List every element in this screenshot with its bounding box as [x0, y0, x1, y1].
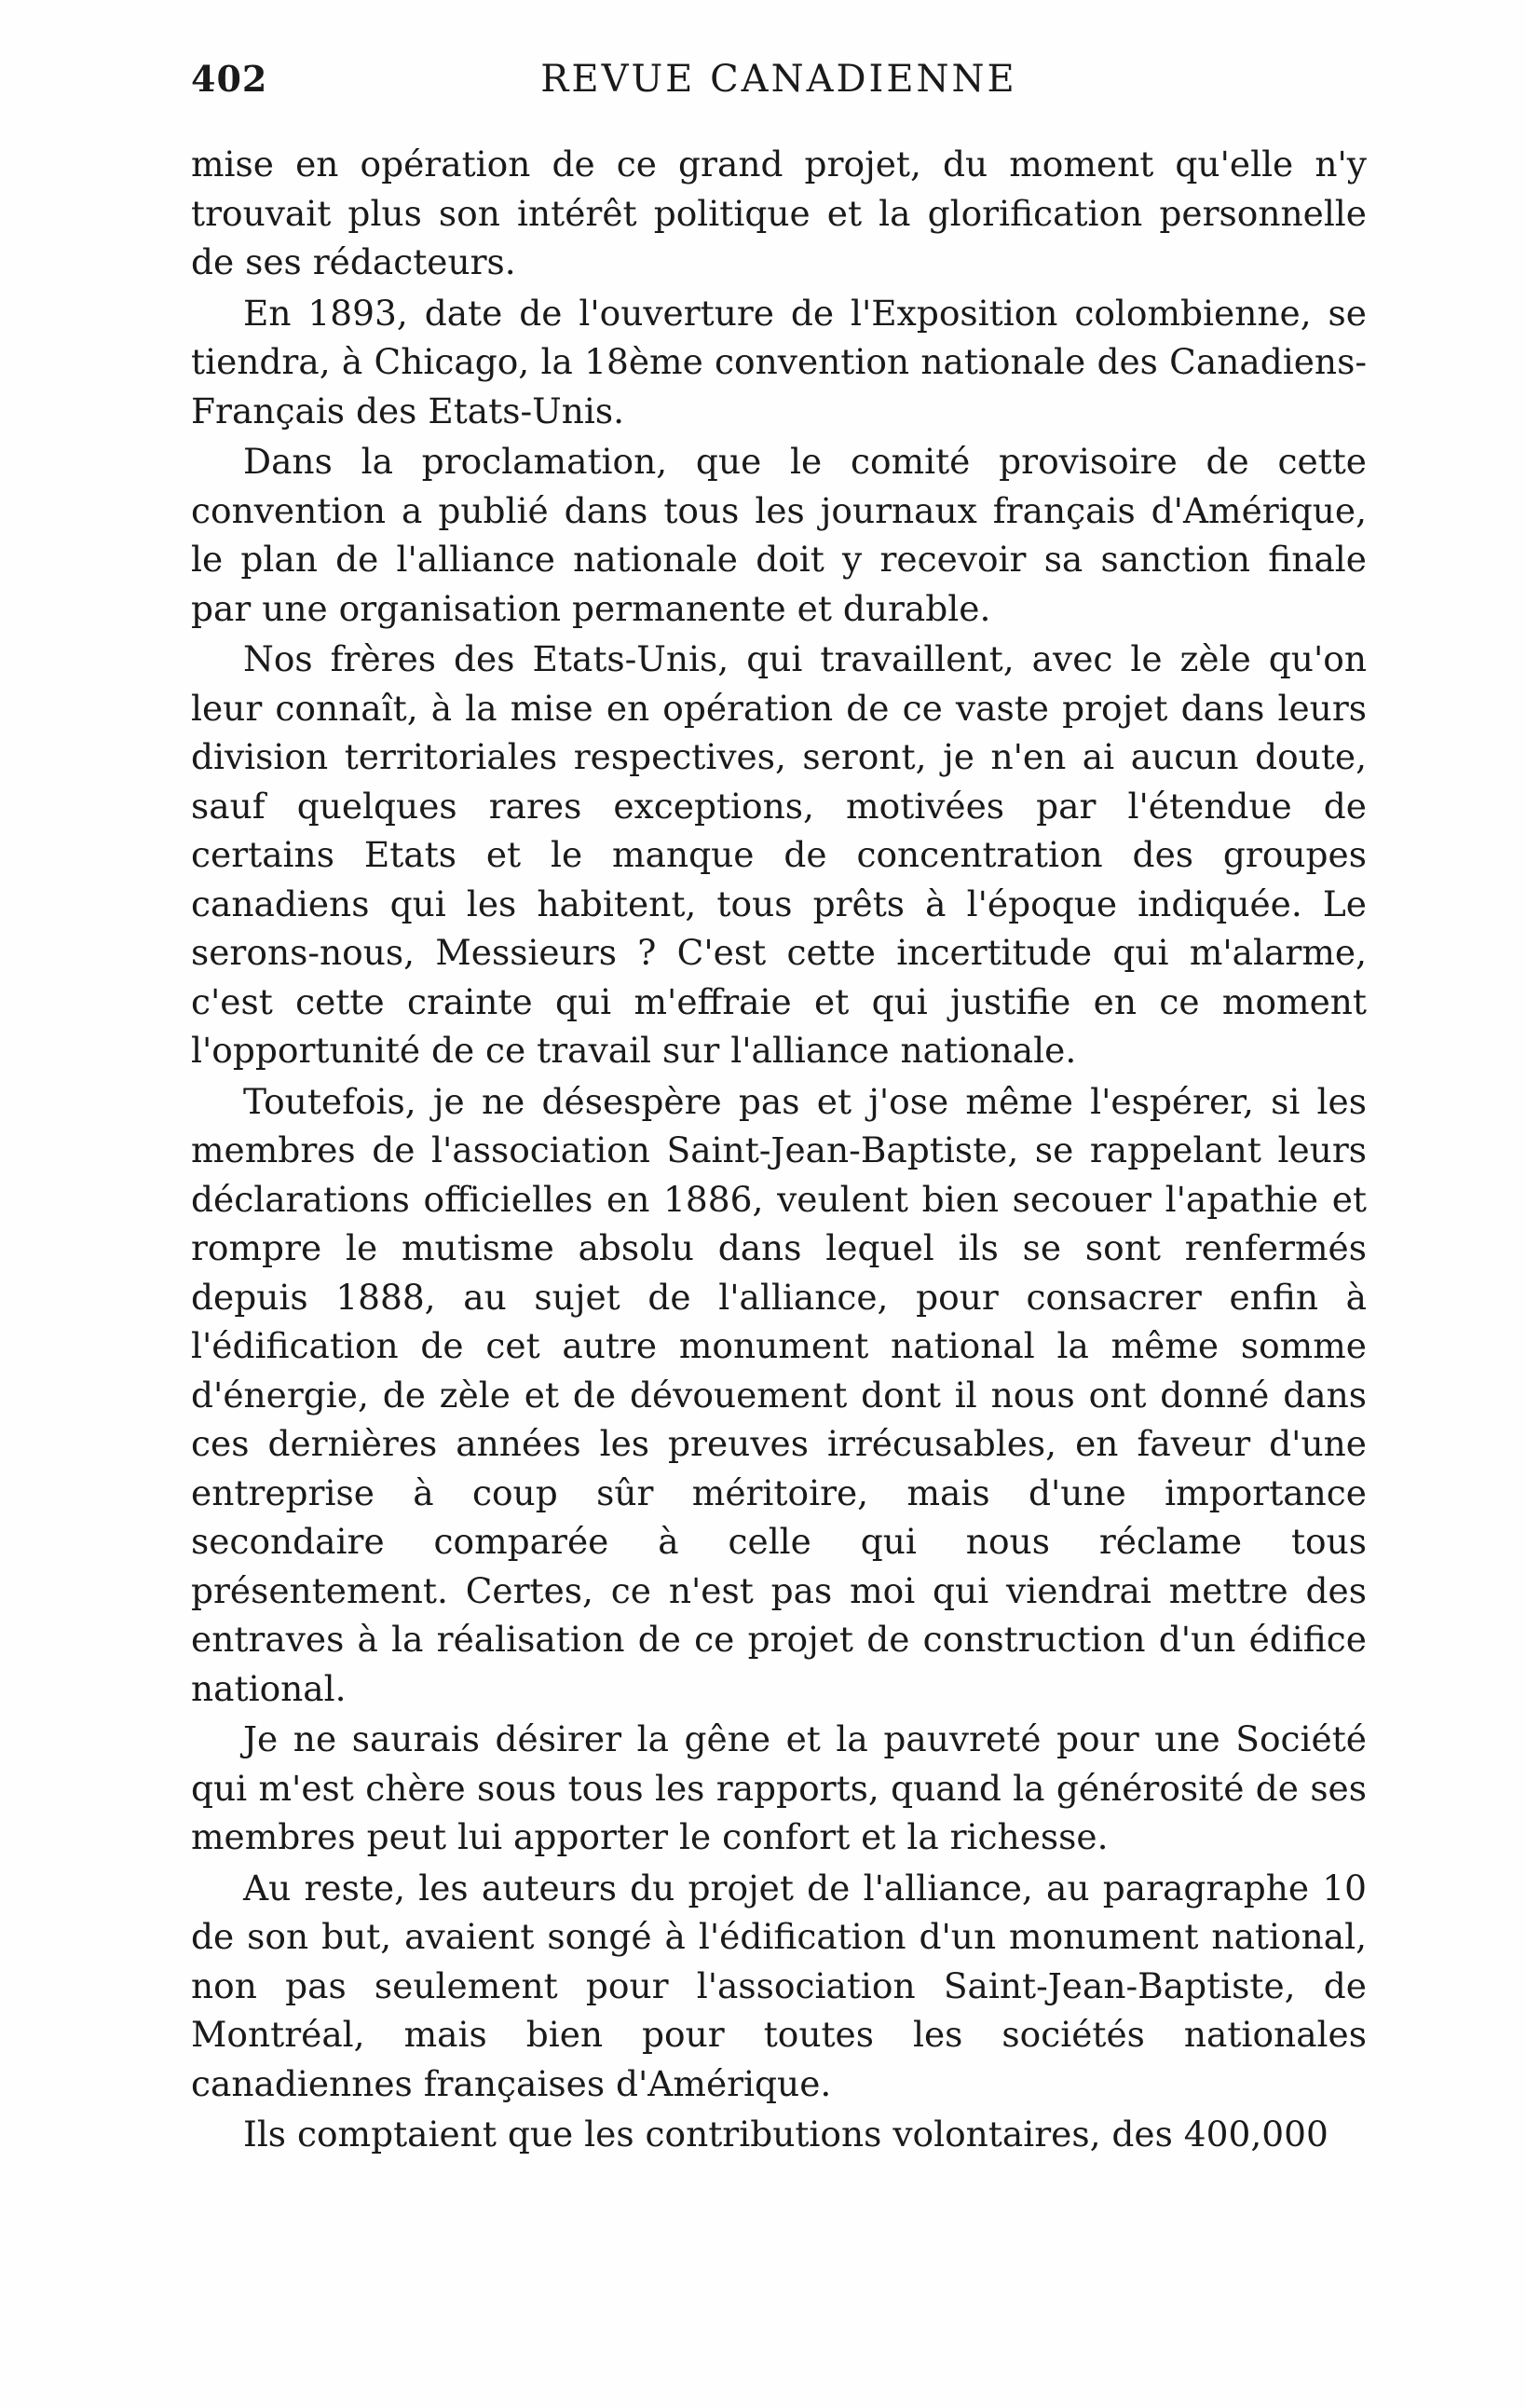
paragraph: Au reste, les auteurs du projet de l'alliance, au paragraphe 10 de son but, avaient songé à l'édification d'un monument national, non pas seulement pour l'association Saint-Jean-Baptiste, de Montréal, mais bien pour toutes les sociétés nationales canadiennes françaises d'Amérique.	[191, 1867, 1367, 2104]
body-text	[191, 140, 1367, 2159]
paragraph: En 1893, date de l'ouverture de l'Exposition colombienne, se tiendra, à Chicago, la 18ème convention nationale des Canadiens-Français des Etats-Unis.	[191, 292, 1367, 431]
paragraph: Ils comptaient que les contributions volontaires, des 400,000	[243, 2114, 1328, 2155]
paragraph-continuation: mise en opération de ce grand projet, du moment qu'elle n'y trouvait plus son intérêt politique et la glorification personnelle de ses rédacteurs.	[191, 144, 1367, 282]
journal-title: REVUE CANADIENNE	[540, 58, 1017, 101]
paragraph: Toutefois, je ne désespère pas et j'ose même l'espérer, si les membres de l'association Saint-Jean-Baptiste, se rappelant leurs déclarations officielles en 1886, veulent bien secouer l'apathie et rompre le mutisme absolu dans lequel ils se sont renfermés depuis 1888, au sujet de l'alliance, pour consacrer enfin à l'édification de cet autre monument national la même somme d'énergie, de zèle et de dévouement dont il nous ont donné dans ces dernières années les preuves irrécusables, en faveur d'une entreprise à coup sûr méritoire, mais d'une importance secondaire comparée à celle qui nous réclame tous présentement. Certes, ce n'est pas moi qui viendrai mettre des entraves à la réalisation de ce projet de construction d'un édifice national.	[191, 1080, 1367, 1709]
paragraph: Je ne saurais désirer la gêne et la pauvreté pour une Société qui m'est chère sous tous les rapports, quand la générosité de ses membres peut lui apporter le confort et la richesse.	[191, 1718, 1367, 1857]
paragraph: Nos frères des Etats-Unis, qui travaillent, avec le zèle qu'on leur connaît, à la mise en opération de ce vaste projet dans leurs division territoriales respectives, seront, je n'en ai aucun doute, sauf quelques rares exceptions, motivées par l'étendue de certains Etats et le manque de concentration des groupes canadiens qui les habitent, tous prêts à l'époque indiquée. Le serons-nous, Messieurs ? C'est cette incertitude qui m'alarme, c'est cette crainte qui m'effraie et qui justifie en ce moment l'opportunité de ce travail sur l'alliance nationale.	[191, 638, 1367, 1071]
page-number: 402	[191, 58, 268, 100]
paragraph: Dans la proclamation, que le comité provisoire de cette convention a publié dans tous les journaux français d'Amérique, le plan de l'alliance nationale doit y recevoir sa sanction finale par une organisation permanente et durable.	[191, 441, 1367, 629]
running-head	[191, 58, 1367, 114]
